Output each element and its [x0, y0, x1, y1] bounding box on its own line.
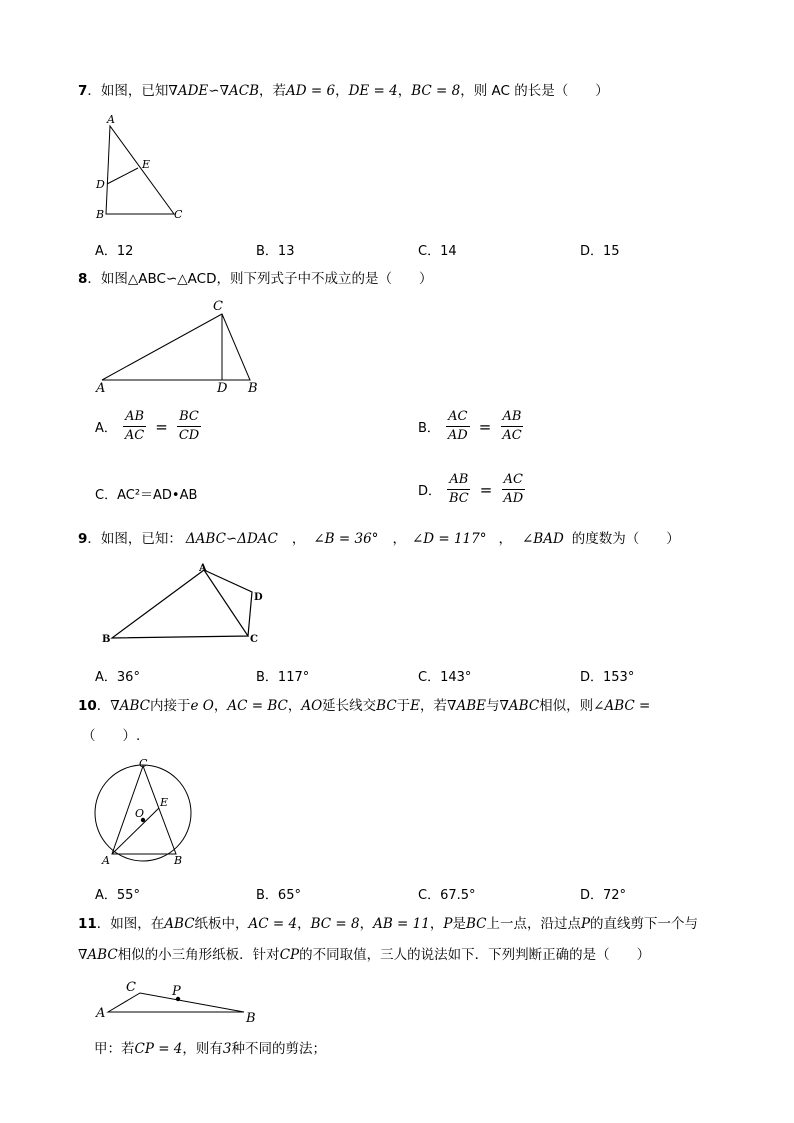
- question-number: 8: [78, 271, 88, 287]
- q10-option-d[interactable]: D．72°: [580, 888, 627, 903]
- fraction: $\frac{AB}{BC}$: [449, 472, 469, 506]
- question-number: 10: [78, 698, 97, 714]
- fraction: $\frac{AB}{AC}$: [502, 409, 522, 443]
- label-b: B: [102, 634, 111, 645]
- label-b: B: [96, 208, 105, 221]
- label-a: A: [96, 381, 106, 396]
- question-10-stem: 10．∇ABC内接于e O，AC = BC，AO延长线交BC于E，若∇ABE与∇ABC相似，则∠ABC =: [78, 698, 651, 714]
- fraction: $\frac{AB}{AC}$: [124, 409, 145, 443]
- q7-option-d[interactable]: D．15: [580, 244, 620, 259]
- q10-option-b[interactable]: B．65°: [256, 888, 301, 903]
- label-e: E: [160, 796, 169, 809]
- q7-option-c[interactable]: C．14: [418, 244, 457, 259]
- label-d: D: [96, 178, 105, 191]
- label-p: P: [172, 984, 181, 999]
- label-a: A: [102, 854, 110, 867]
- fraction: $\frac{AC}{AD}$: [503, 472, 524, 506]
- label-b: B: [246, 1011, 256, 1026]
- question-number: 7: [78, 83, 88, 99]
- q9-option-a[interactable]: A．36°: [95, 670, 140, 685]
- label-a: A: [96, 1006, 106, 1021]
- segment-de: [107, 168, 138, 184]
- question-number: 9: [78, 531, 88, 547]
- label-e: E: [142, 158, 151, 171]
- label-c: C: [213, 299, 223, 314]
- q8-figure: [92, 296, 272, 396]
- label-c: C: [126, 980, 136, 995]
- label-b: B: [248, 381, 258, 396]
- fraction: $\frac{AC}{AD}$: [447, 409, 468, 443]
- question-8-stem: 8．如图△ABC∽△ACD，则下列式子中不成立的是（ ）: [78, 271, 433, 287]
- q9-option-c[interactable]: C．143°: [418, 670, 472, 685]
- q10-figure: [90, 756, 200, 868]
- question-9-stem: 9．如图，已知： ΔABC∽ΔDAC ， ∠B = 36° ， ∠D = 117° ， ∠BAD 的度数为（ ）: [78, 531, 680, 547]
- q11-figure: [92, 976, 272, 1026]
- question-11-stem: 11．如图，在ABC纸板中，AC = 4，BC = 8，AB = 11，P是BC上一点，沿过点P的直线剪下一个与: [78, 916, 699, 932]
- label-c: C: [174, 208, 183, 221]
- q8-option-a[interactable]: A． $\frac{AB}{AC}$ = $\frac{BC}{CD}$: [95, 409, 200, 443]
- label-d: D: [217, 381, 228, 396]
- question-number: 11: [78, 916, 97, 932]
- q7-option-a[interactable]: A．12: [95, 244, 134, 259]
- label-c: C: [139, 757, 148, 770]
- question-7-stem: 7．如图，已知∇ADE∽∇ACB，若AD = 6，DE = 4，BC = 8，则 AC 的长是（ ）: [78, 83, 609, 99]
- label-a: A: [107, 113, 115, 126]
- q9-option-d[interactable]: D．153°: [580, 670, 635, 685]
- question-11-stem-line2: ∇ABC相似的小三角形纸板．针对CP的不同取值，三人的说法如下．下列判断正确的是（ ）: [78, 947, 651, 963]
- label-c: C: [250, 634, 258, 645]
- q8-option-d[interactable]: D． $\frac{AB}{BC}$ = $\frac{AC}{AD}$: [418, 472, 524, 506]
- label-b: B: [174, 854, 183, 867]
- q7-figure: [90, 112, 200, 224]
- label-a: A: [199, 563, 207, 574]
- q7-option-b[interactable]: B．13: [256, 244, 295, 259]
- triangle-abc: [102, 314, 250, 380]
- q10-option-a[interactable]: A．55°: [95, 888, 140, 903]
- q8-option-c[interactable]: C．AC²＝AD•AB: [95, 488, 198, 503]
- q10-option-c[interactable]: C．67.5°: [418, 888, 476, 903]
- fraction: $\frac{BC}{CD}$: [178, 409, 200, 443]
- label-d: D: [254, 592, 263, 603]
- q11-statement-jia: 甲：若CP = 4，则有3种不同的剪法；: [94, 1041, 326, 1057]
- question-10-stem-line2: （ ）.: [82, 728, 141, 744]
- label-o: O: [135, 807, 145, 820]
- q8-option-b[interactable]: B． $\frac{AC}{AD}$ = $\frac{AB}{AC}$: [418, 409, 522, 443]
- triangle-abc: [106, 126, 174, 214]
- q9-figure: [98, 560, 278, 650]
- q9-option-b[interactable]: B．117°: [256, 670, 310, 685]
